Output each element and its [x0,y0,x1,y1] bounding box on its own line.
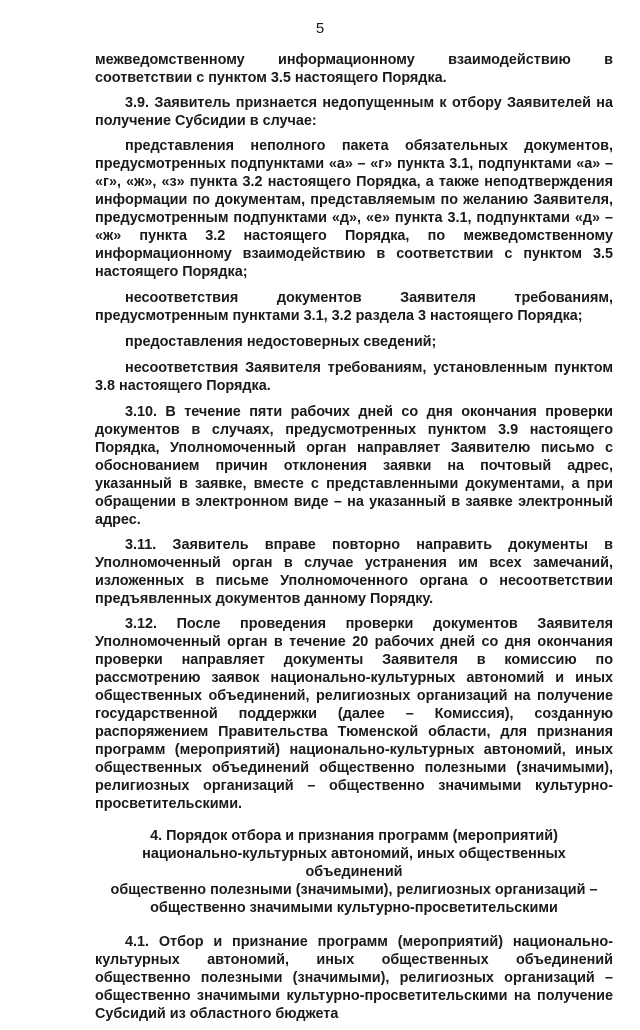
paragraph-continuation: межведомственному информационному взаимодействию в соответствии с пунктом 3.5 настоящего Порядка. [95,52,613,86]
section-heading-line: 4. Порядок отбора и признания программ (мероприятий) [150,828,558,844]
section-heading-line: общественно полезными (значимыми), религиозных организаций – [110,882,598,898]
paragraph-3-12: 3.12. После проведения проверки документов Заявителя Уполномоченный орган в течение 20 рабочих дней со дня окончания проверки направляет документы Заявителя в комиссию по рассмотрению заявок национально-культурных автономий и иных общественных объединений, религиозных организаций на получение государственной поддержки (далее – Комиссия), созданную распоряжением Правительства Тюменской области, для признания программ (мероприятий) национально-культурных автономий, иных общественных объединений общественно полезными (значимыми), религиозных организаций – общественно значимыми культурно-просветительскими. [95,616,613,812]
section-heading-line: национально-культурных автономий, иных общественных объединений [142,846,566,880]
section-heading [95,827,613,917]
paragraph-3-10: 3.10. В течение пяти рабочих дней со дня окончания проверки документов в случаях, предусмотренных пунктом 3.9 настоящего Порядка, Уполномоченный орган направляет Заявителю письмо с обоснованием причин отклонения заявки на почтовый адрес, указанный в заявке, вместе с представленными документами, а при обращении в электронном виде – на указанный в заявке электронный адрес. [95,404,613,528]
paragraph-case-applicant-mismatch: несоответствия Заявителя требованиям, установленным пунктом 3.8 настоящего Порядка. [95,360,613,394]
document-body [95,51,613,1030]
page-number: 5 [315,20,325,37]
paragraph-3-9: 3.9. Заявитель признается недопущенным к отбору Заявителей на получение Субсидии в случае: [95,95,613,129]
paragraph-case-false-info: предоставления недостоверных сведений; [125,334,437,350]
paragraph-case-documents-mismatch: несоответствия документов Заявителя требованиям, предусмотренным пунктами 3.1, 3.2 раздела 3 настоящего Порядка; [95,290,613,324]
paragraph-4-1: 4.1. Отбор и признание программ (мероприятий) национально-культурных автономий, иных общественных объединений общественно полезными (значимыми), религиозных организаций – общественно значимыми культурно-просветительскими на получение Субсидий из областного бюджета [95,934,613,1022]
section-heading-line: общественно значимыми культурно-просветительскими [150,900,558,916]
paragraph-case-incomplete-package: представления неполного пакета обязательных документов, предусмотренных подпунктами «а» – «г» пункта 3.1, подпунктами «а» – «г», «ж», «з» пункта 3.2 настоящего Порядка, а также неподтверждения информации по документам, представляемым по желанию Заявителя, предусмотренным подпунктами «д», «е» пункта 3.1, подпунктами «д» – «ж» пункта 3.2 настоящего Порядка, по межведомственному информационному взаимодействию в соответствии с пунктом 3.5 настоящего Порядка; [95,138,613,280]
paragraph-3-11: 3.11. Заявитель вправе повторно направить документы в Уполномоченный орган в случае устранения им всех замечаний, изложенных в письме Уполномоченного органа о несоответствии предъявленных документов данному Порядку. [95,537,613,607]
